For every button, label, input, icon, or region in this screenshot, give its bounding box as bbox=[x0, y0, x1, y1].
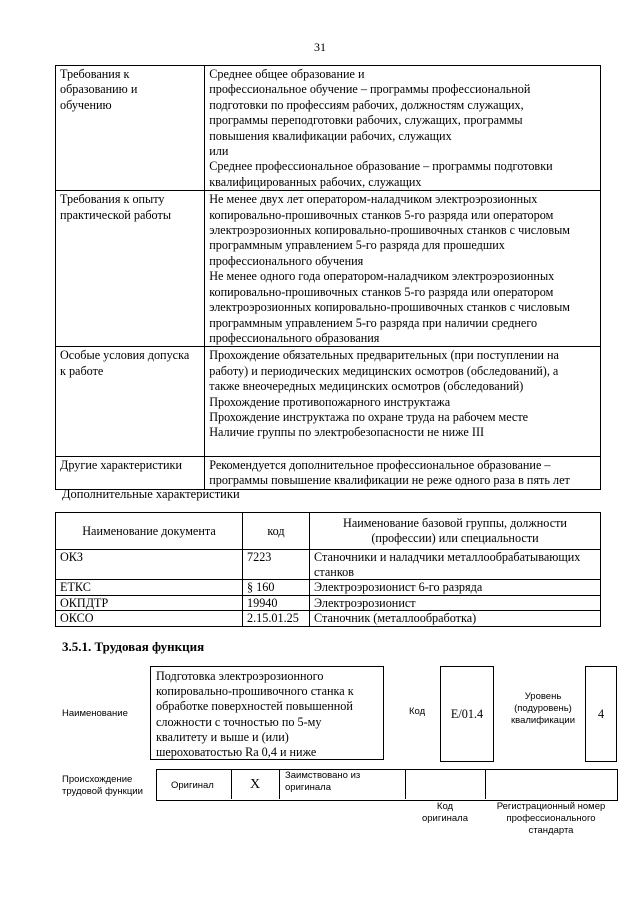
requirement-label bbox=[56, 347, 205, 456]
requirement-line: Прохождение инструктажа по охране труда на рабочем месте bbox=[209, 409, 529, 424]
doc-cell: ОКСО bbox=[56, 611, 243, 627]
requirement-line: подготовки по профессиям рабочих, должностям служащих, bbox=[209, 97, 524, 112]
table-row bbox=[56, 611, 601, 627]
requirement-line: Прохождение обязательных предварительных (при поступлении на bbox=[209, 348, 559, 363]
requirement-line: электроэрозионных копировально-прошивочных станков с числовым bbox=[209, 300, 570, 315]
header-group: Наименование базовой группы, должности (профессии) или специальности bbox=[310, 513, 601, 550]
code-caption-line: Код bbox=[436, 801, 454, 812]
function-name-line: копировально-прошивочного станка к bbox=[156, 684, 354, 699]
function-name-line: обработке поверхностей повышенной bbox=[156, 699, 353, 714]
reg-caption-line: профессионального bbox=[506, 813, 596, 824]
requirement-line: Среднее общее образование и bbox=[209, 67, 365, 81]
requirement-line: квалифицированных рабочих, служащих bbox=[209, 174, 422, 189]
code-label: Код bbox=[409, 706, 426, 717]
origin-box bbox=[156, 769, 618, 801]
requirement-line: работу) и периодических медицинских осмотров (обследований), а bbox=[209, 363, 559, 378]
requirement-row bbox=[56, 347, 601, 456]
requirement-row bbox=[56, 456, 601, 489]
requirement-line: повышения квалификации рабочих, служащих bbox=[209, 128, 452, 143]
requirement-line: Наличие группы по электробезопасности не ниже III bbox=[209, 425, 485, 440]
requirement-line: Рекомендуется дополнительное профессиональное образование – bbox=[209, 457, 551, 472]
doc-cell: ОКПДТР bbox=[56, 595, 243, 611]
additional-title: Дополнительные характеристики bbox=[62, 487, 240, 501]
requirement-row bbox=[56, 191, 601, 347]
function-name-line: квалитету и выше и (или) bbox=[156, 729, 289, 744]
function-name-line: Подготовка электроэрозионного bbox=[156, 669, 324, 683]
requirement-line: программы повышение квалификации не реже одного раза в пять лет bbox=[209, 473, 570, 488]
requirement-line: или bbox=[209, 144, 229, 159]
requirement-line: программным управлением 5-го разряда при наличии среднего bbox=[209, 315, 538, 330]
level-label bbox=[503, 691, 583, 727]
requirement-line: Прохождение противопожарного инструктажа bbox=[209, 394, 451, 409]
level-label-line: (подуровень) bbox=[514, 703, 572, 714]
origin-label-line: Происхождение bbox=[62, 774, 133, 785]
group-cell: Станочник (металлообработка) bbox=[310, 611, 601, 627]
group-cell: Электроэрозионист bbox=[310, 595, 601, 611]
requirement-line: программы переподготовки рабочих, служащих, программы bbox=[209, 113, 523, 128]
function-name-box bbox=[150, 666, 384, 760]
requirement-line: копировально-прошивочных станков 5-го разряда или оператором bbox=[209, 284, 554, 299]
requirement-value bbox=[205, 456, 601, 489]
reg-caption-line: стандарта bbox=[528, 825, 574, 836]
requirement-line: профессионального образования bbox=[209, 330, 380, 345]
requirement-line: профессиональное обучение – программы профессиональной bbox=[209, 82, 531, 97]
origin-label bbox=[62, 774, 143, 798]
name-label: Наименование bbox=[62, 708, 128, 719]
code-original-caption bbox=[405, 801, 485, 825]
original-label: Оригинал bbox=[171, 780, 214, 791]
requirement-line: электроэрозионных копировально-прошивочных станков с числовым bbox=[209, 223, 570, 238]
requirement-label-line: Требования к опыту bbox=[60, 192, 165, 207]
requirement-line: программным управлением 5-го разряда для прошедших bbox=[209, 238, 505, 253]
requirement-value bbox=[205, 191, 601, 347]
requirements-table bbox=[55, 65, 601, 490]
borrowed-label-line: оригинала bbox=[285, 782, 332, 793]
requirement-row bbox=[56, 66, 601, 191]
doc-cell: ЕТКС bbox=[56, 580, 243, 596]
level-label-line: квалификации bbox=[510, 715, 576, 726]
requirement-label-line: Другие характеристики bbox=[60, 457, 182, 472]
table-row bbox=[56, 580, 601, 596]
function-heading: 3.5.1. Трудовая функция bbox=[62, 639, 205, 654]
requirement-label bbox=[56, 66, 205, 191]
code-cell: 2.15.01.25 bbox=[243, 611, 310, 627]
requirement-label bbox=[56, 191, 205, 347]
requirement-value bbox=[205, 66, 601, 191]
requirement-label-line: Требования к bbox=[60, 67, 130, 81]
requirement-label-line: Особые условия допуска bbox=[60, 348, 190, 363]
requirement-value bbox=[205, 347, 601, 456]
reg-number-caption bbox=[486, 801, 616, 837]
reg-caption-line: Регистрационный номер bbox=[496, 801, 606, 812]
header-document: Наименование документа bbox=[56, 513, 243, 550]
requirement-label-line: образованию и bbox=[60, 82, 138, 97]
requirement-label-line: практической работы bbox=[60, 207, 172, 222]
function-name-line: шероховатостью Ra 0,4 и ниже bbox=[156, 745, 317, 760]
original-mark: X bbox=[249, 777, 261, 792]
requirement-line: профессионального обучения bbox=[209, 253, 364, 268]
requirement-line: также внеочередных медицинских осмотров (обследований) bbox=[209, 379, 524, 394]
requirement-line: копировально-прошивочных станков 5-го разряда или оператором bbox=[209, 207, 554, 222]
table-row bbox=[56, 550, 601, 580]
requirement-line: Не менее одного года оператором-наладчиком электроэрозионных bbox=[209, 269, 555, 284]
borrowed-label-line: Заимствовано из bbox=[285, 770, 361, 781]
additional-table bbox=[55, 512, 601, 627]
header-code: код bbox=[243, 513, 310, 550]
borrowed-label bbox=[285, 770, 360, 794]
requirement-label bbox=[56, 456, 205, 489]
level-value-box: 4 bbox=[585, 666, 617, 762]
requirement-line: Среднее профессиональное образование – программы подготовки bbox=[209, 159, 553, 174]
requirement-label-line: к работе bbox=[60, 363, 104, 378]
group-cell: Станочники и наладчики металлообрабатывающих станков bbox=[310, 550, 601, 580]
group-cell: Электроэрозионист 6-го разряда bbox=[310, 580, 601, 596]
code-cell: § 160 bbox=[243, 580, 310, 596]
page-number: 31 bbox=[314, 40, 326, 54]
function-code-box: E/01.4 bbox=[440, 666, 494, 762]
origin-label-line: трудовой функции bbox=[62, 786, 143, 797]
doc-cell: ОКЗ bbox=[56, 550, 243, 580]
level-label-line: Уровень bbox=[524, 691, 562, 702]
function-name-line: сложности с точностью по 5-му bbox=[156, 714, 322, 729]
requirement-label-line: обучению bbox=[60, 97, 112, 112]
code-cell: 7223 bbox=[243, 550, 310, 580]
code-caption-line: оригинала bbox=[421, 813, 468, 824]
requirement-line: Не менее двух лет оператором-наладчиком электроэрозионных bbox=[209, 192, 538, 207]
code-cell: 19940 bbox=[243, 595, 310, 611]
table-row bbox=[56, 595, 601, 611]
